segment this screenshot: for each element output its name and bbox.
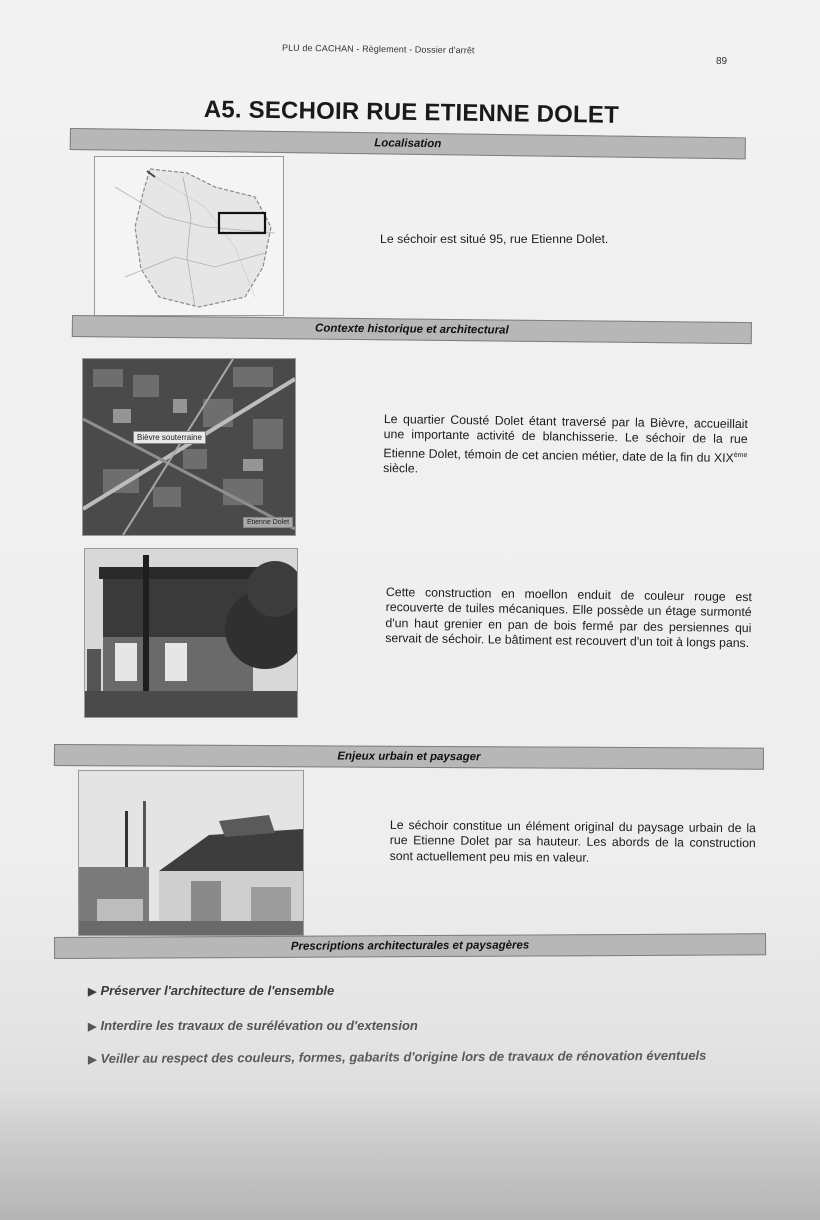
page-number: 89 [716,56,728,67]
section-heading-enjeux: Enjeux urbain et paysager [54,744,764,770]
building-photo [84,548,298,718]
aerial-photo [82,358,296,536]
triangle-right-icon: ▶ [88,1053,97,1066]
enjeux-text: Le séchoir constitue un élément original du paysage urbain de la rue Etienne Dolet par sa hauteur. Les abords de la construction sont actuellement peu mis en valeur. [389,818,756,865]
section-heading-localisation: Localisation [70,128,746,159]
triangle-right-icon: ▶ [88,1021,97,1033]
location-map-image [94,156,284,316]
street-photo [78,770,304,936]
page-title: A5. SECHOIR RUE ETIENNE DOLET [203,96,620,129]
contexte-text-2: Cette construction en moellon enduit de couleur rouge est recouverte de tuiles mécaniques. Elle possède un étage surmonté d'un haut grenier en pan de bois fermé par des persiennes qui servait de séchoir. Le bâtiment est recouvert d'un toit à longs pans. [385,585,752,651]
page-shadow [0,1090,820,1220]
aerial-label-dolet: Etienne Dolet [243,517,293,528]
section-heading-prescriptions: Prescriptions architecturales et paysagères [54,933,766,959]
triangle-right-icon: ▶ [88,986,97,998]
aerial-label-bievre: Bièvre souterraine [133,431,206,444]
localisation-text: Le séchoir est situé 95, rue Etienne Dolet. [380,232,609,246]
prescription-item: ▶ Préserver l'architecture de l'ensemble [88,983,335,998]
prescription-item: ▶ Veiller au respect des couleurs, formes, gabarits d'origine lors de travaux de rénovation éventuels [88,1047,707,1066]
contexte-text-1: Le quartier Cousté Dolet étant traversé par la Bièvre, accueillait une importante activité de blanchisserie. Le séchoir de la rue Etienne Dolet, témoin de cet ancien métier, date de la fin du XIXème siècle. [383,412,748,476]
section-heading-contexte: Contexte historique et architectural [72,315,752,344]
prescription-item: ▶ Interdire les travaux de surélévation ou d'extension [88,1018,418,1033]
running-header: PLU de CACHAN - Règlement - Dossier d'arrêt [281,42,475,56]
